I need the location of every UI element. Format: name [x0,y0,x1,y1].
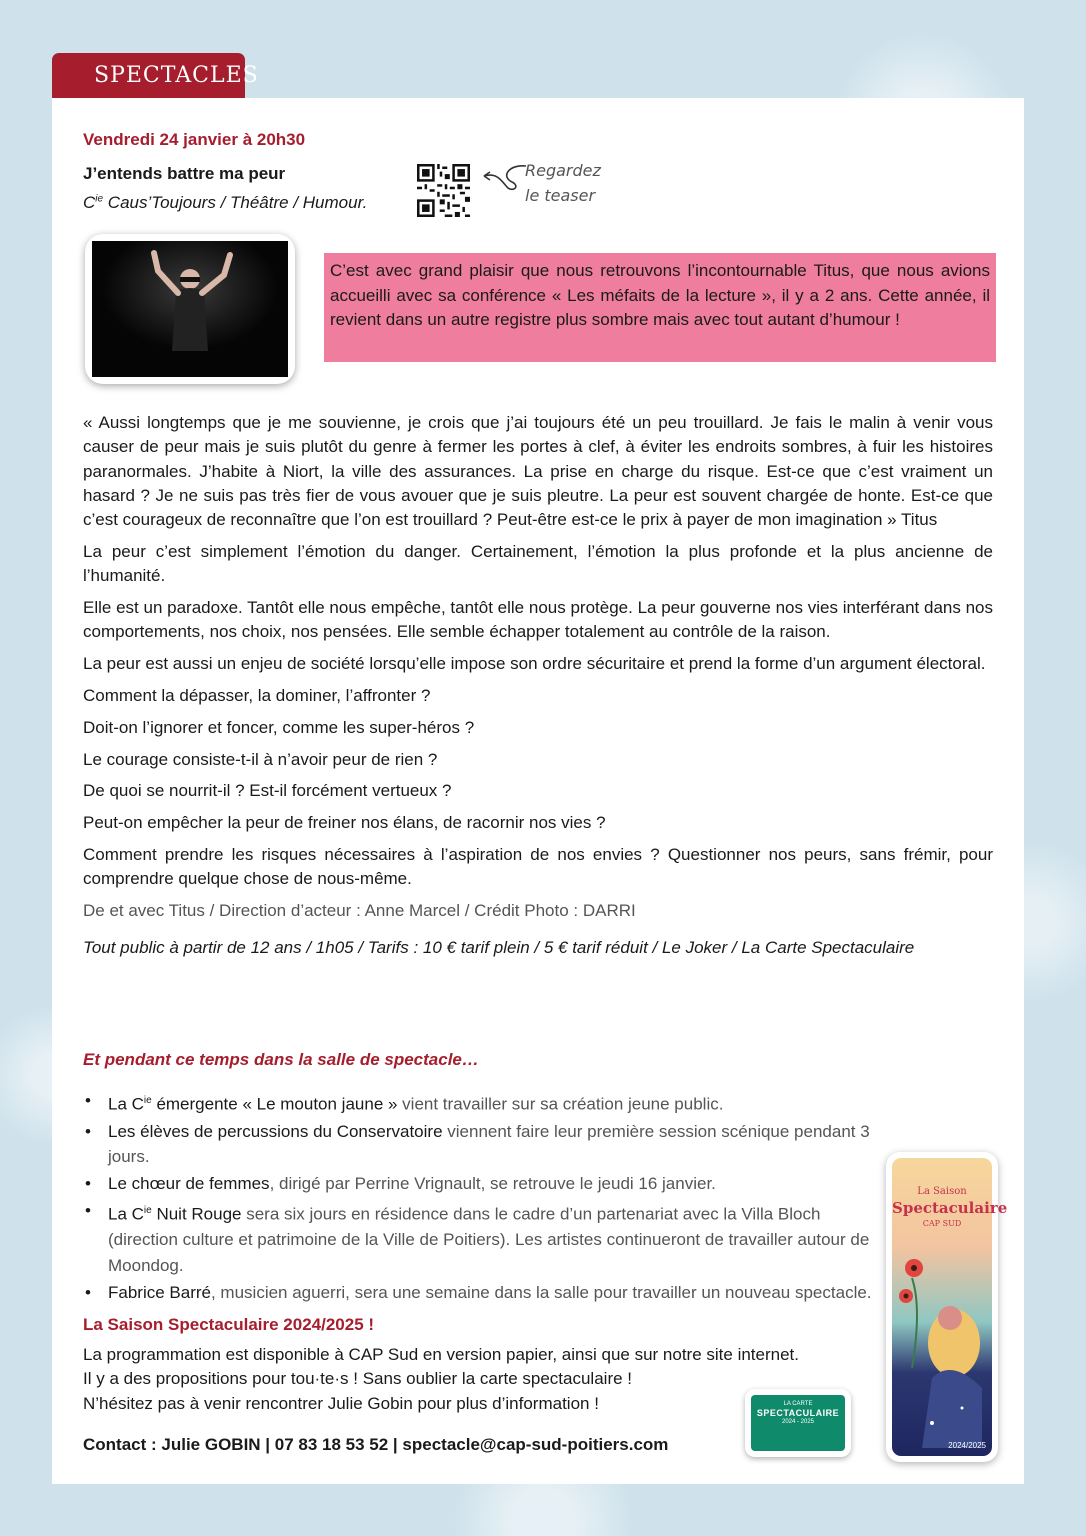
qr-code-icon[interactable] [417,164,470,217]
item-text: , dirigé par Perrine Vrignault, se retrouve le jeudi 16 janvier. [269,1174,716,1194]
curved-arrow-icon [480,162,528,192]
company-sup: ie [95,193,104,205]
poster-illustration-icon [892,1248,992,1448]
list-item [83,1171,873,1197]
paragraph: De quoi se nourrit-il ? Est-il forcément vertueux ? [83,781,452,801]
season-poster-image [886,1152,1008,1462]
item-sup: ie [143,1205,152,1217]
audience-info: Tout public à partir de 12 ans / 1h05 / Tarifs : 10 € tarif plein / 5 € tarif réduit / Le Joker / La Carte Spectaculaire [83,938,915,958]
item-text: vient travailler sur sa création jeune public. [397,1094,724,1114]
company-prefix: C [83,193,96,212]
item-text: viennent faire leur première session scénique pendant 3 jours. [108,1121,870,1167]
paragraph: Comment la dépasser, la dominer, l’affronter ? [83,685,431,705]
teaser-note [525,158,601,208]
company-rest: Caus’Toujours / Théâtre / Humour. [103,193,368,212]
saison-text [83,1343,799,1416]
saison-line-2: Il y a des propositions pour tou·te·s ! Sans oublier la carte spectaculaire ! [83,1369,633,1389]
paragraph: Elle est un paradoxe. Tantôt elle nous empêche, tantôt elle nous protège. La peur gouverne nos vies interférant dans nos comportements, nos choix, nos pensées. Elle semble échapper totalement au contrôle de la raison. [83,598,993,642]
item-sup: ie [143,1095,152,1106]
paragraph: Le courage consiste-t-il à n’avoir peur de rien ? [83,749,438,769]
performer-photo [85,234,295,384]
list-item [83,1088,873,1117]
item-highlight: Fabrice Barré [108,1282,211,1302]
performer-figure-icon [92,241,288,377]
section-tab: SPECTACLES [52,53,245,98]
item-highlight-2: Nuit Rouge [151,1204,242,1224]
poster-line-3: CAP SUD [922,1219,962,1228]
list-item [83,1280,873,1306]
list-item [83,1119,873,1170]
list-item [83,1198,873,1278]
item-highlight: La C [108,1204,144,1224]
article-body [83,411,993,968]
activity-list [83,1088,873,1307]
paragraph: Comment prendre les risques nécessaires à l’aspiration de nos envies ? Questionner nos peurs, sans frémir, pour comprendre quelque chose de nous-même. [83,844,993,889]
intro-box: C’est avec grand plaisir que nous retrouvons l’incontournable Titus, que nous avions accueilli avec sa conférence « Les méfaits de la lecture », il y a 2 ans. Cette année, il revient dans un autre registre plus sombre mais avec tout autant d’humour ! [324,253,996,362]
credits: De et avec Titus / Direction d’acteur : Anne Marcel / Crédit Photo : DARRI [83,901,636,921]
poster-line-2: Spectaculaire [892,1199,1008,1217]
paragraph: La peur c’est simplement l’émotion du danger. Certainement, l’émotion la plus profonde et la plus ancienne de l’humanité. [83,541,993,586]
item-highlight: La C [108,1094,144,1114]
paragraph: La peur est aussi un enjeu de société lorsqu’elle impose son ordre sécuritaire et prend la forme d’un argument électoral. [83,654,986,674]
event-date: Vendredi 24 janvier à 20h30 [83,130,306,149]
paragraph: Doit-on l’ignorer et foncer, comme les super-héros ? [83,717,475,737]
card-line-1: LA CARTE [783,1401,813,1407]
event-company [83,193,367,213]
paragraph: « Aussi longtemps que je me souvienne, je crois que j’ai toujours été un peu trouillard. Je fais le malin à venir vous causer de peur mais je suis plutôt du genre à fermer les portes à clef, à éviter les endroits sombres, à fuir les histoires paranormales. J’habite à Niort, la ville des assurances. La prise en charge du risque. Est-ce que c’est vraiment un hasard ? Je ne suis pas très fier de vous avouer que je suis pleutre. La peur est souvent chargée de honte. Est-ce que c’est courageux de reconnaître que l’on est trouillard ? Peut-être est-ce le prix à payer de mon imagination » Titus [83,413,993,530]
saison-line-3: N’hésitez pas à venir rencontrer Julie Gobin pour plus d’information ! [83,1393,599,1413]
paragraph: Peut-on empêcher la peur de freiner nos élans, de racornir nos vies ? [83,813,606,833]
section-subtitle: Et pendant ce temps dans la salle de spectacle… [83,1050,479,1069]
teaser-line-2: le teaser [525,186,596,205]
spectacular-card-image [745,1389,851,1457]
teaser-line-1: Regardez [525,161,601,180]
item-text: sera six jours en résidence dans le cadre d’un partenariat avec la Villa Bloch (direction culture et patrimoine de la Ville de Poitiers). Les artistes continueront de travailler autour de Moondog. [108,1204,870,1275]
item-highlight: Les élèves de percussions du Conservatoire [108,1121,443,1141]
saison-title: La Saison Spectaculaire 2024/2025 ! [83,1315,375,1334]
poster-year: 2024/2025 [948,1441,986,1450]
poster-line-1: La Saison [917,1186,967,1197]
item-highlight-2: émergente « Le mouton jaune » [151,1094,398,1114]
card-line-3: 2024 - 2025 [781,1419,815,1425]
card-line-2: SPECTACULAIRE [756,1408,840,1418]
saison-line-1: La programmation est disponible à CAP Sud en version papier, ainsi que sur notre site internet. [83,1345,799,1364]
page-sheet [52,98,1024,1484]
item-text: , musicien aguerri, sera une semaine dans la salle pour travailler un nouveau spectacle. [210,1282,872,1302]
event-title: J’entends battre ma peur [83,164,286,183]
contact-line: Contact : Julie GOBIN | 07 83 18 53 52 | spectacle@cap-sud-poitiers.com [83,1435,669,1454]
item-highlight: Le chœur de femmes [108,1174,270,1194]
